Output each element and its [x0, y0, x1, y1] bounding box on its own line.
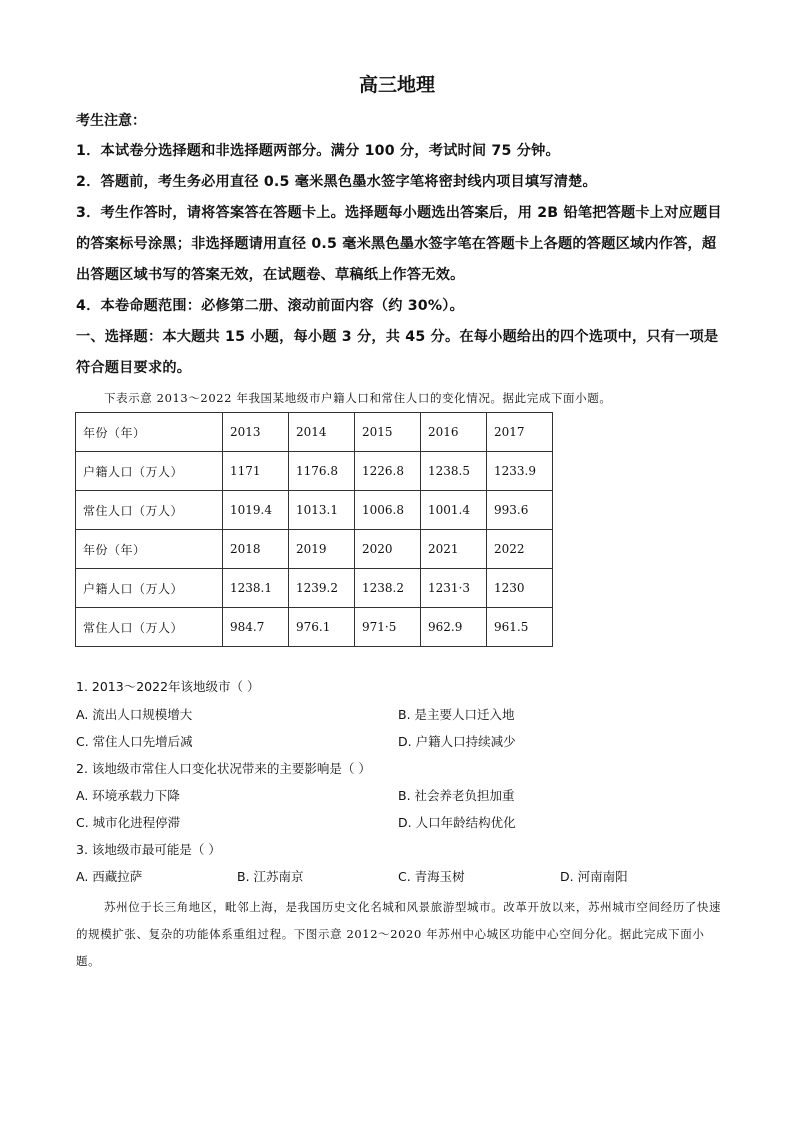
table-cell: 1001.4 [421, 491, 487, 530]
question-1-option-a: A. 流出人口规模增大 [76, 707, 193, 722]
table-cell: 993.6 [487, 491, 553, 530]
question-1-stem: 1. 2013～2022年该地级市（ ） [76, 679, 260, 694]
table-cell: 2021 [421, 530, 487, 569]
question-2-stem: 2. 该地级市常住人口变化状况带来的主要影响是（ ） [76, 761, 371, 776]
notice-item-3: 3．考生作答时，请将答案答在答题卡上。选择题每小题选出答案后，用 2B 铅笔把答题卡上对应题目的答案标号涂黑；非选择题请用直径 0.5 毫米黑色墨水签字笔在答题卡上各题的答题区域内作答，超出答题区域书写的答案无效，在试题卷、草稿纸上作答无效。 [76, 205, 722, 283]
table-cell: 1019.4 [223, 491, 289, 530]
table-intro: 下表示意 2013～2022 年我国某地级市户籍人口和常住人口的变化情况。据此完成下面小题。 [104, 391, 612, 405]
table-cell: 984.7 [223, 608, 289, 647]
table-cell: 971·5 [355, 608, 421, 647]
table-cell: 1231·3 [421, 569, 487, 608]
question-1-option-d: D. 户籍人口持续减少 [398, 734, 516, 749]
section-heading-choice: 一、选择题：本大题共 15 小题，每小题 3 分，共 45 分。在每小题给出的四个选项中，只有一项是符合题目要求的。 [76, 329, 719, 376]
table-cell: 2017 [487, 413, 553, 452]
table-cell: 1171 [223, 452, 289, 491]
table-cell: 1013.1 [289, 491, 355, 530]
table-row [76, 569, 553, 608]
table-cell: 常住人口（万人） [76, 491, 223, 530]
page-title: 高三地理 [358, 74, 435, 96]
question-3-option-b: B. 江苏南京 [237, 869, 304, 884]
notice-item-2: 2．答题前，考生务必用直径 0.5 毫米黑色墨水签字笔将密封线内项目填写清楚。 [76, 174, 597, 190]
table-cell: 976.1 [289, 608, 355, 647]
table-cell: 1239.2 [289, 569, 355, 608]
question-3-option-d: D. 河南南阳 [560, 869, 628, 884]
question-1-option-c: C. 常住人口先增后减 [76, 734, 193, 749]
table-cell: 1226.8 [355, 452, 421, 491]
question-2-option-c: C. 城市化进程停滞 [76, 815, 181, 830]
table-cell: 962.9 [421, 608, 487, 647]
table-cell: 1238.5 [421, 452, 487, 491]
table-row [76, 413, 553, 452]
table-cell: 2019 [289, 530, 355, 569]
question-3-stem: 3. 该地级市最可能是（ ） [76, 842, 221, 857]
table-cell: 2022 [487, 530, 553, 569]
population-table [75, 412, 553, 647]
table-cell: 2020 [355, 530, 421, 569]
table-cell: 户籍人口（万人） [76, 452, 223, 491]
table-cell: 2014 [289, 413, 355, 452]
notice-item-4: 4．本卷命题范围：必修第二册、滚动前面内容（约 30%）。 [76, 298, 464, 314]
table-row [76, 608, 553, 647]
table-cell: 2015 [355, 413, 421, 452]
table-cell: 1238.2 [355, 569, 421, 608]
table-cell: 1176.8 [289, 452, 355, 491]
question-3-option-c: C. 青海玉树 [398, 869, 465, 884]
table-cell: 2016 [421, 413, 487, 452]
question-2-option-d: D. 人口年龄结构优化 [398, 815, 516, 830]
table-cell: 户籍人口（万人） [76, 569, 223, 608]
table-cell: 1233.9 [487, 452, 553, 491]
question-2-option-a: A. 环境承载力下降 [76, 788, 180, 803]
notice-item-1: 1．本试卷分选择题和非选择题两部分。满分 100 分，考试时间 75 分钟。 [76, 143, 560, 159]
table-row [76, 530, 553, 569]
table-cell: 2013 [223, 413, 289, 452]
table-row [76, 452, 553, 491]
table-cell: 1006.8 [355, 491, 421, 530]
question-3-option-a: A. 西藏拉萨 [76, 869, 143, 884]
question-1-option-b: B. 是主要人口迁入地 [398, 707, 515, 722]
table-cell: 1238.1 [223, 569, 289, 608]
question-2-option-b: B. 社会养老负担加重 [398, 788, 515, 803]
table-cell: 961.5 [487, 608, 553, 647]
table-cell: 2018 [223, 530, 289, 569]
table-cell: 年份（年） [76, 413, 223, 452]
table-row [76, 491, 553, 530]
suzhou-intro: 苏州位于长三角地区，毗邻上海，是我国历史文化名城和风景旅游型城市。改革开放以来，苏州城市空间经历了快速的规模扩张、复杂的功能体系重组过程。下图示意 2012～2020 年苏州中心城区功能中心空间分化。据此完成下面小题。 [76, 900, 722, 968]
table-cell: 1230 [487, 569, 553, 608]
table-cell: 常住人口（万人） [76, 608, 223, 647]
table-cell: 年份（年） [76, 530, 223, 569]
notice-heading: 考生注意： [76, 113, 146, 129]
